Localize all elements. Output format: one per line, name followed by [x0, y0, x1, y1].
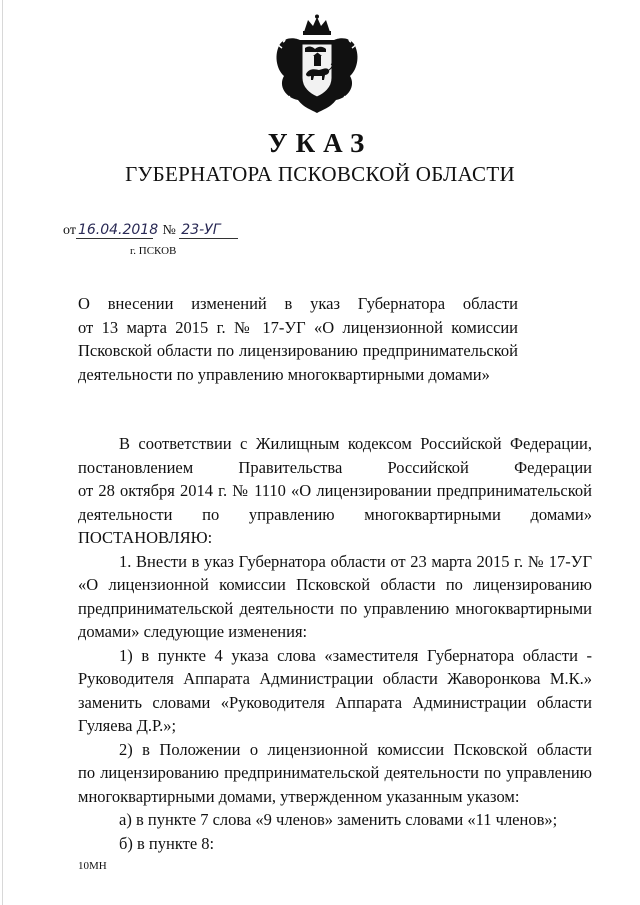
body-line: Руководителя Аппарата Администрации области Жаворонкова М.К.» — [78, 669, 592, 688]
pskov-coat-of-arms-icon — [272, 14, 362, 114]
footer-code: 10МН — [78, 860, 107, 872]
body-line: домами» следующие изменения: — [78, 622, 308, 641]
decree-subject — [78, 292, 518, 386]
subject-line: деятельности по управлению многоквартирными домами» — [78, 364, 490, 384]
handwritten-number: 23-УГ — [179, 222, 238, 239]
subject-line: от 13 марта 2015 г. № 17-УГ «О лицензионной комиссии — [78, 317, 518, 337]
body-line: В соответствии с Жилищным кодексом Российской Федерации, — [119, 434, 592, 453]
document-subtitle: ГУБЕРНАТОРА ПСКОВСКОЙ ОБЛАСТИ — [125, 162, 515, 186]
body-line: постановлением Правительства Российской Федерации — [78, 457, 592, 477]
date-prefix: от — [63, 223, 76, 238]
body-line: деятельности по управлению многоквартирными домами» — [78, 504, 592, 524]
registration-row — [63, 222, 238, 239]
body-line: 1) в пункте 4 указа слова «заместителя Губернатора области - — [119, 645, 592, 665]
body-line: по лицензированию предпринимательской деятельности по управлению — [78, 763, 592, 782]
body-line: предпринимательской деятельности по управлению многоквартирными — [78, 598, 592, 618]
city-label: г. ПСКОВ — [130, 245, 177, 257]
body-line: «О лицензионной комиссии Псковской области по лицензированию — [78, 575, 592, 594]
body-line: б) в пункте 8: — [119, 833, 215, 853]
body-line: заменить словами «Руководителя Аппарата Администрации области — [78, 692, 592, 712]
body-line: многоквартирными домами, утвержденном указанным указом: — [78, 786, 520, 806]
body-line: от 28 октября 2014 г. № 1110 «О лицензировании предпринимательской — [78, 481, 592, 500]
body-line: Гуляева Д.Р.»; — [78, 716, 177, 735]
number-label: № — [162, 223, 176, 238]
decree-body — [78, 432, 592, 855]
subject-line: Псковской области по лицензированию предпринимательской — [78, 341, 518, 360]
subject-line: О внесении изменений в указ Губернатора области — [78, 294, 518, 313]
body-line: 2) в Положении о лицензионной комиссии Псковской области — [119, 739, 592, 759]
body-line-resolve: ПОСТАНОВЛЯЮ: — [78, 528, 213, 547]
document-title: УКАЗ — [267, 128, 373, 158]
body-line: 1. Внести в указ Губернатора области от 23 марта 2015 г. № 17-УГ — [119, 551, 592, 571]
handwritten-date: 16.04.2018 — [77, 222, 159, 238]
body-line: а) в пункте 7 слова «9 членов» заменить словами «11 членов»; — [119, 810, 558, 829]
